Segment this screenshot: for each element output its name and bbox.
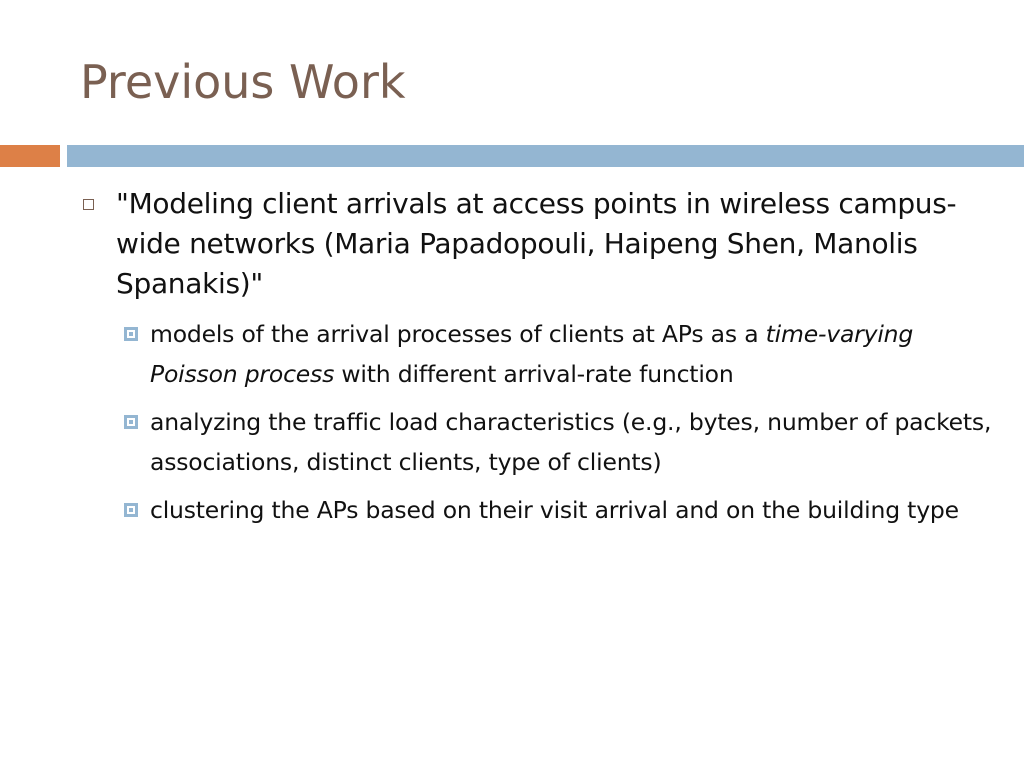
sub-bullet-text-italic: time-varying Poisson process	[150, 320, 914, 388]
sub-bullet-text: clustering the APs based on their visit arrival and on the building type	[150, 496, 959, 524]
sub-bullet-list	[80, 314, 1000, 530]
sub-bullet-item	[150, 314, 1000, 394]
sub-bullet-text: analyzing the traffic load characteristics (e.g., bytes, number of packets, associations, distinct clients, type of clients)	[150, 408, 992, 476]
sub-bullet-item	[150, 490, 1000, 530]
slide-title: Previous Work	[80, 55, 406, 109]
sub-bullet-item	[150, 402, 1000, 482]
square-bullet-icon	[124, 327, 138, 341]
sub-bullet-text	[150, 314, 1000, 394]
sub-bullet-text-plain: models of the arrival processes of clients at APs as a	[150, 320, 766, 348]
bullet-text: "Modeling client arrivals at access points in wireless campus-wide networks (Maria Papadopouli, Haipeng Shen, Manolis Spanakis)"	[116, 187, 957, 300]
hollow-square-bullet-icon	[83, 199, 94, 210]
square-bullet-icon	[124, 503, 138, 517]
slide-content	[80, 184, 1000, 538]
bullet-item	[80, 184, 1000, 304]
sub-bullet-text-plain: with different arrival-rate function	[334, 360, 734, 388]
title-divider-bar	[67, 145, 1024, 167]
square-bullet-icon	[124, 415, 138, 429]
accent-bar	[0, 145, 60, 167]
